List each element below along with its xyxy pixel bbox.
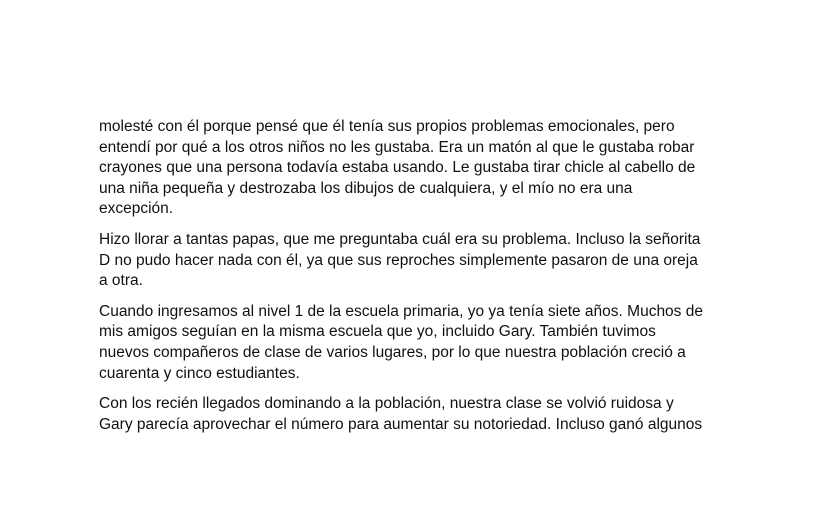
paragraph-1 [99, 117, 759, 220]
text-line: excepción. [99, 200, 174, 218]
text-line: una niña pequeña y destrozaba los dibujos de cualquiera, y el mío no era una [99, 179, 633, 197]
paragraph-3 [99, 302, 759, 384]
paragraph-2 [99, 230, 759, 292]
text-line: D no pudo hacer nada con él, ya que sus reproches simplemente pasaron de una oreja [99, 251, 698, 269]
document-body [99, 117, 759, 445]
text-line: Hizo llorar a tantas papas, que me preguntaba cuál era su problema. Incluso la señorita [99, 230, 701, 248]
text-line: crayones que una persona todavía estaba usando. Le gustaba tirar chicle al cabello de [99, 159, 696, 177]
text-line: mis amigos seguían en la misma escuela que yo, incluido Gary. También tuvimos [99, 323, 656, 341]
text-line: cuarenta y cinco estudiantes. [99, 364, 300, 382]
text-line: Cuando ingresamos al nivel 1 de la escuela primaria, yo ya tenía siete años. Muchos de [99, 302, 703, 320]
text-line: nuevos compañeros de clase de varios lugares, por lo que nuestra población creció a [99, 343, 686, 361]
text-line: molesté con él porque pensé que él tenía sus propios problemas emocionales, pero [99, 118, 675, 135]
text-line: Con los recién llegados dominando a la población, nuestra clase se volvió ruidosa y [99, 395, 674, 413]
text-line: a otra. [99, 272, 143, 290]
text-line: Gary parecía aprovechar el número para aumentar su notoriedad. Incluso ganó algunos [99, 415, 703, 433]
paragraph-4 [99, 394, 759, 435]
text-line: entendí por qué a los otros niños no les gustaba. Era un matón al que le gustaba robar [99, 138, 695, 156]
